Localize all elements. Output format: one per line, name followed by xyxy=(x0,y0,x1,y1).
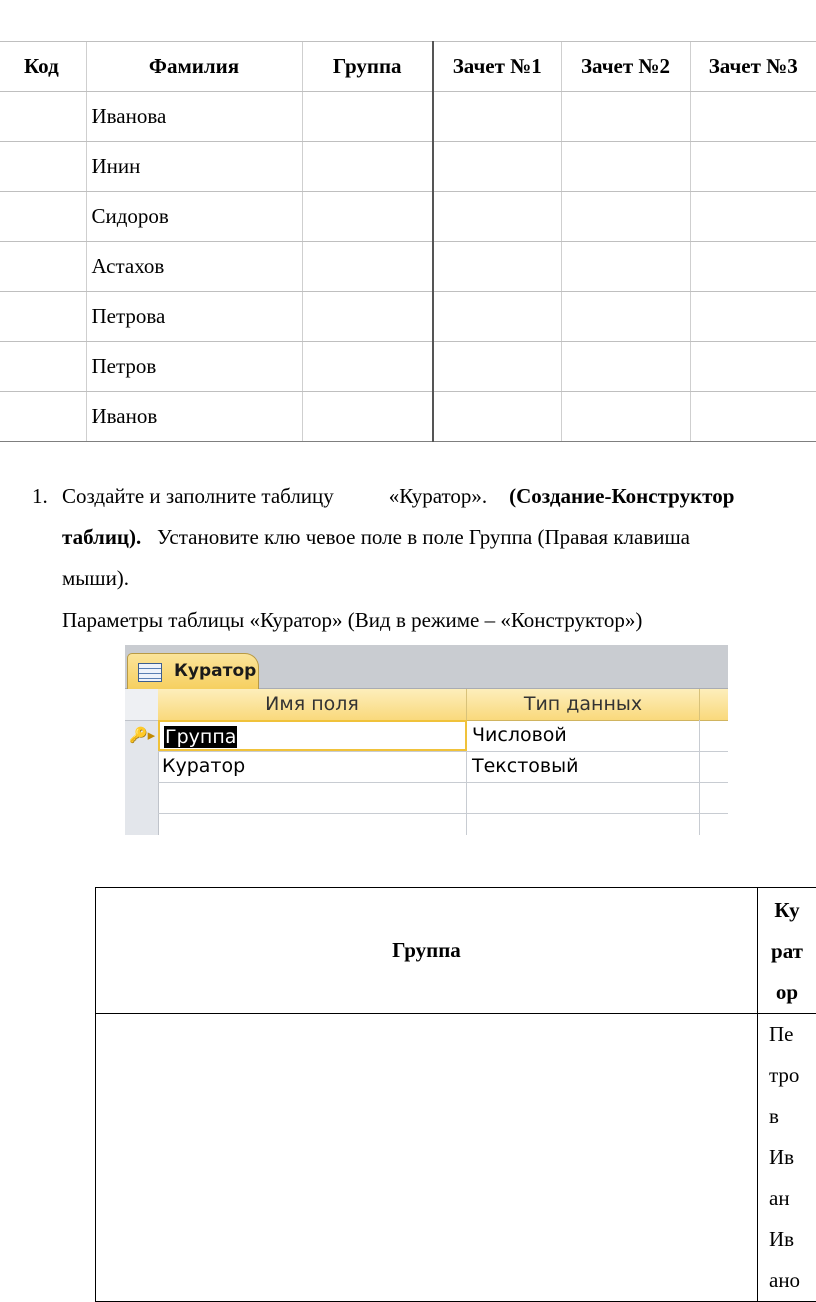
tab-curator[interactable] xyxy=(127,653,259,690)
field-name-cell[interactable] xyxy=(158,782,467,813)
cell-zachet-1 xyxy=(433,192,561,242)
cell-zachet-3 xyxy=(690,92,816,142)
cell-zachet-1 xyxy=(433,392,561,442)
cell-code xyxy=(0,92,86,142)
cell-surname: Инин xyxy=(86,142,302,192)
curator-table xyxy=(95,887,816,1302)
cell-group xyxy=(302,142,433,192)
table-params-caption: Параметры таблицы «Куратор» (Вид в режиме – «Конструктор») xyxy=(62,600,642,641)
table-row xyxy=(0,192,816,242)
cell-code xyxy=(0,342,86,392)
table-row xyxy=(0,292,816,342)
curator-line: Ив xyxy=(769,1137,816,1178)
cell-group xyxy=(302,292,433,342)
task-text-c: (Создание-Конструктор xyxy=(509,484,734,508)
cell-surname: Петров xyxy=(86,342,302,392)
cell-zachet-1 xyxy=(433,142,561,192)
curator-line: Ив xyxy=(769,1219,816,1260)
table-row xyxy=(0,392,816,442)
field-type-cell[interactable]: Числовой xyxy=(467,720,700,751)
column-field-name[interactable]: Имя поля xyxy=(158,689,467,720)
tab-strip xyxy=(125,645,728,689)
cell-group xyxy=(302,242,433,292)
table-header-row xyxy=(0,42,816,92)
cell-surname: Астахов xyxy=(86,242,302,292)
task-line-2 xyxy=(62,517,690,558)
cell-zachet-2 xyxy=(561,92,690,142)
cell-surname: Иванова xyxy=(86,92,302,142)
cell-zachet-2 xyxy=(561,392,690,442)
grid-corner xyxy=(125,689,158,721)
grid-header xyxy=(158,689,728,721)
header-curator xyxy=(758,888,816,1014)
header-zachet-3: Зачет №3 xyxy=(690,42,816,92)
cell-zachet-1 xyxy=(433,242,561,292)
header-code: Код xyxy=(0,42,86,92)
cell-group xyxy=(302,92,433,142)
design-grid xyxy=(125,689,728,835)
cell-zachet-3 xyxy=(690,342,816,392)
curator-line: в xyxy=(769,1096,816,1137)
grid-row[interactable] xyxy=(158,720,728,752)
field-name-cell[interactable] xyxy=(158,813,467,835)
header-zachet-1: Зачет №1 xyxy=(433,42,561,92)
cell-zachet-3 xyxy=(690,142,816,192)
cell-code xyxy=(0,392,86,442)
curator-line: тро xyxy=(769,1055,816,1096)
task-text-b: «Куратор». xyxy=(389,484,487,508)
cell-group xyxy=(302,192,433,242)
task-line-1 xyxy=(62,476,734,517)
field-name-selected: Группа xyxy=(164,726,237,748)
task-text-rest: Установите клю чевое поле в поле Группа (Правая клавиша xyxy=(157,525,690,549)
primary-key-icon: 🔑▸ xyxy=(129,726,155,744)
cell-zachet-3 xyxy=(690,192,816,242)
cell-zachet-1 xyxy=(433,342,561,392)
cell-zachet-2 xyxy=(561,142,690,192)
task-text-a: Создайте и заполните таблицу xyxy=(62,484,334,508)
grid-row[interactable] xyxy=(158,751,728,783)
header-zachet-2: Зачет №2 xyxy=(561,42,690,92)
field-type-cell[interactable] xyxy=(467,782,700,813)
students-table xyxy=(0,41,816,442)
field-name-cell[interactable] xyxy=(158,720,467,751)
table-row xyxy=(0,142,816,192)
header-group: Группа xyxy=(96,888,758,1014)
cell-zachet-2 xyxy=(561,192,690,242)
cell-group xyxy=(302,342,433,392)
cell-surname: Сидоров xyxy=(86,192,302,242)
header-surname: Фамилия xyxy=(86,42,302,92)
cell-group xyxy=(96,1014,758,1302)
grid-row[interactable] xyxy=(158,813,728,835)
cell-zachet-3 xyxy=(690,242,816,292)
cell-surname: Петрова xyxy=(86,292,302,342)
table-icon xyxy=(138,663,162,682)
cell-code xyxy=(0,192,86,242)
cell-zachet-2 xyxy=(561,242,690,292)
cell-zachet-3 xyxy=(690,392,816,442)
field-type-cell[interactable] xyxy=(467,813,700,835)
cell-curator xyxy=(758,1014,816,1302)
field-type-cell[interactable]: Текстовый xyxy=(467,751,700,782)
table-row xyxy=(0,342,816,392)
cell-zachet-1 xyxy=(433,92,561,142)
header-group: Группа xyxy=(302,42,433,92)
curator-line: ан xyxy=(769,1178,816,1219)
curator-line: ано xyxy=(769,1260,816,1301)
table-row xyxy=(0,92,816,142)
header-curator-line: ор xyxy=(758,972,816,1013)
cell-zachet-1 xyxy=(433,292,561,342)
tab-title: Куратор xyxy=(174,661,256,681)
table-header-row xyxy=(96,888,816,1014)
grid-row[interactable] xyxy=(158,782,728,814)
cell-zachet-3 xyxy=(690,292,816,342)
column-data-type[interactable]: Тип данных xyxy=(467,689,700,720)
cell-surname: Иванов xyxy=(86,392,302,442)
cell-code xyxy=(0,292,86,342)
list-number: 1. xyxy=(32,476,48,517)
cell-code xyxy=(0,142,86,192)
cell-group xyxy=(302,392,433,442)
access-design-view xyxy=(125,645,728,835)
field-name-cell[interactable]: Куратор xyxy=(158,751,467,782)
table-row xyxy=(0,242,816,292)
table-row xyxy=(96,1014,816,1302)
header-curator-line: рат xyxy=(758,931,816,972)
curator-line: Пе xyxy=(769,1014,816,1055)
task-line-3: мыши). xyxy=(62,558,129,599)
cell-zachet-2 xyxy=(561,292,690,342)
cell-zachet-2 xyxy=(561,342,690,392)
cell-code xyxy=(0,242,86,292)
task-bold-text: таблиц). xyxy=(62,525,141,549)
header-curator-line: Ку xyxy=(758,890,816,931)
